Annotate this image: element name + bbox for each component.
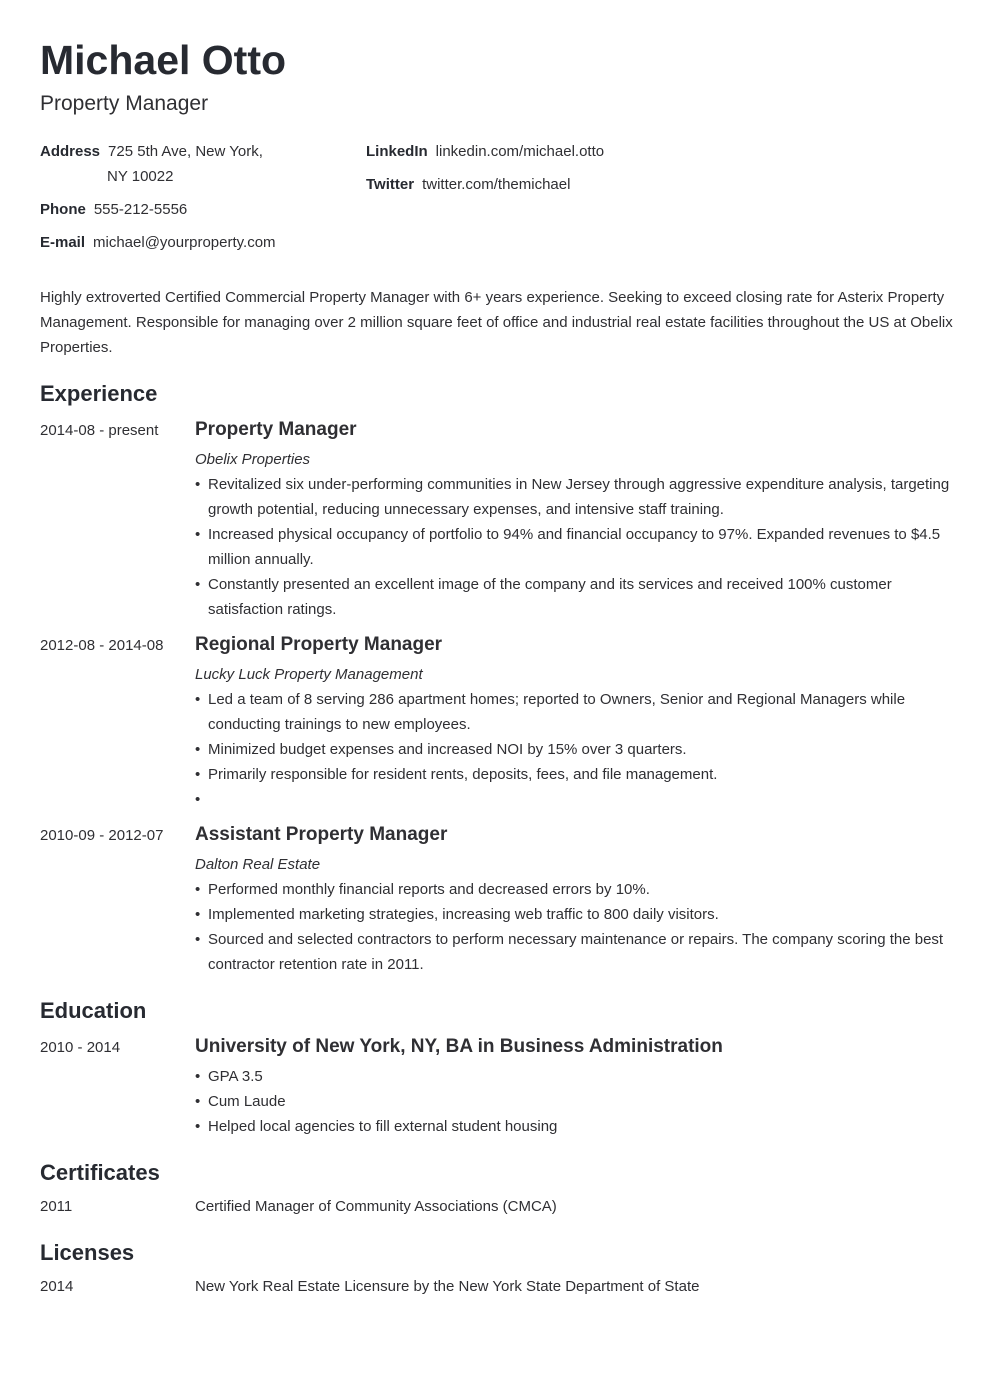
- job-company: Lucky Luck Property Management: [195, 666, 423, 683]
- education-title: University of New York, NY, BA in Business Administration: [195, 1036, 723, 1057]
- list-item: [195, 522, 955, 572]
- license-text: New York Real Estate Licensure by the New York State Department of State: [195, 1278, 700, 1295]
- education-bullets: [195, 1064, 955, 1139]
- contact-twitter: [366, 172, 570, 197]
- list-item: [195, 787, 955, 812]
- bullet-text: Sourced and selected contractors to perform necessary maintenance or repairs. The company scoring the best contractor retention rate in 2011.: [208, 931, 944, 973]
- job-company: Dalton Real Estate: [195, 856, 321, 873]
- candidate-name: Michael Otto: [40, 37, 287, 83]
- bullet-text: Cum Laude: [208, 1093, 286, 1110]
- certificates-heading: Certificates: [40, 1160, 160, 1185]
- job-date: 2010-09 - 2012-07: [40, 827, 164, 844]
- job-title: Assistant Property Manager: [195, 824, 448, 845]
- bullet-text: Primarily responsible for resident rents, deposits, fees, and file management.: [208, 766, 718, 783]
- email-value[interactable]: michael@yourproperty.com: [93, 234, 276, 251]
- experience-heading: Experience: [40, 381, 158, 406]
- bullet-text: GPA 3.5: [208, 1068, 263, 1085]
- bullet-text: Minimized budget expenses and increased NOI by 15% over 3 quarters.: [208, 741, 687, 758]
- candidate-title: Property Manager: [40, 92, 209, 115]
- job-bullets: [195, 472, 955, 622]
- list-item: [195, 1114, 955, 1139]
- bullet-dot: •: [195, 1093, 201, 1110]
- phone-value[interactable]: 555-212-5556: [93, 201, 188, 218]
- license-date: 2014: [40, 1278, 74, 1295]
- bullet-dot: •: [195, 791, 201, 808]
- bullet-text: Revitalized six under-performing communities in New Jersey through aggressive expenditure analysis, targeting growth potential, reducing unnecessary expenses, and intensive staff training.: [208, 476, 950, 518]
- list-item: [195, 737, 955, 762]
- bullet-dot: •: [195, 476, 201, 493]
- bullet-text: Increased physical occupancy of portfolio to 94% and financial occupancy to 97%. Expanded revenues to $4.5 million annually.: [208, 526, 941, 568]
- linkedin-label: LinkedIn: [366, 143, 428, 160]
- bullet-text: Led a team of 8 serving 286 apartment homes; reported to Owners, Senior and Regional Managers while conducting trainings to new employees.: [208, 691, 906, 733]
- list-item: [195, 687, 955, 737]
- twitter-label: Twitter: [366, 176, 415, 193]
- bullet-text: Constantly presented an excellent image of the company and its services and received 100% customer satisfaction ratings.: [208, 576, 892, 618]
- list-item: [195, 1089, 955, 1114]
- contact-address: [40, 139, 263, 164]
- bullet-text: Implemented marketing strategies, increasing web traffic to 800 daily visitors.: [208, 906, 719, 923]
- contact-email: [40, 230, 276, 255]
- address-label: Address: [40, 143, 101, 160]
- phone-label: Phone: [40, 201, 86, 218]
- licenses-heading: Licenses: [40, 1240, 135, 1265]
- bullet-dot: •: [195, 931, 201, 948]
- bullet-dot: •: [195, 906, 201, 923]
- bullet-dot: •: [195, 526, 201, 543]
- list-item: [195, 902, 955, 927]
- address-line-1: 725 5th Ave, New York,: [108, 143, 263, 160]
- list-item: [195, 762, 955, 787]
- bullet-dot: •: [195, 691, 201, 708]
- bullet-dot: •: [195, 1068, 201, 1085]
- list-item: [195, 877, 955, 902]
- bullet-dot: •: [195, 881, 201, 898]
- contact-phone: [40, 197, 187, 222]
- job-title: Property Manager: [195, 419, 357, 440]
- job-company: Obelix Properties: [195, 451, 311, 468]
- twitter-link[interactable]: twitter.com/themichael: [422, 176, 571, 193]
- education-date: 2010 - 2014: [40, 1039, 121, 1056]
- email-label: E-mail: [40, 234, 86, 251]
- contact-address-line-2: [107, 164, 173, 189]
- list-item: [195, 1064, 955, 1089]
- list-item: [195, 572, 955, 622]
- bullet-dot: •: [195, 766, 201, 783]
- job-bullets: [195, 877, 955, 977]
- education-heading: Education: [40, 998, 147, 1023]
- profile-summary: Highly extroverted Certified Commercial Property Manager with 6+ years experience. Seeking to exceed closing rate for Asterix Property Management. Responsible for managing over 2 million square feet of office and industrial real estate facilities throughout the US at Obelix Properties.: [40, 289, 953, 356]
- job-date: 2014-08 - present: [40, 422, 159, 439]
- certificate-date: 2011: [40, 1198, 73, 1215]
- linkedin-link[interactable]: linkedin.com/michael.otto: [435, 143, 605, 160]
- bullet-text: Performed monthly financial reports and decreased errors by 10%.: [208, 881, 650, 898]
- address-line-2: NY 10022: [107, 168, 174, 185]
- contact-linkedin: [366, 139, 604, 164]
- job-title: Regional Property Manager: [195, 634, 443, 655]
- certificate-text: Certified Manager of Community Associations (CMCA): [195, 1198, 557, 1215]
- bullet-dot: •: [195, 1118, 201, 1135]
- bullet-dot: •: [195, 576, 201, 593]
- list-item: [195, 472, 955, 522]
- job-bullets: [195, 687, 955, 812]
- bullet-text: Helped local agencies to fill external student housing: [208, 1118, 558, 1135]
- job-date: 2012-08 - 2014-08: [40, 637, 164, 654]
- bullet-dot: •: [195, 741, 201, 758]
- list-item: [195, 927, 955, 977]
